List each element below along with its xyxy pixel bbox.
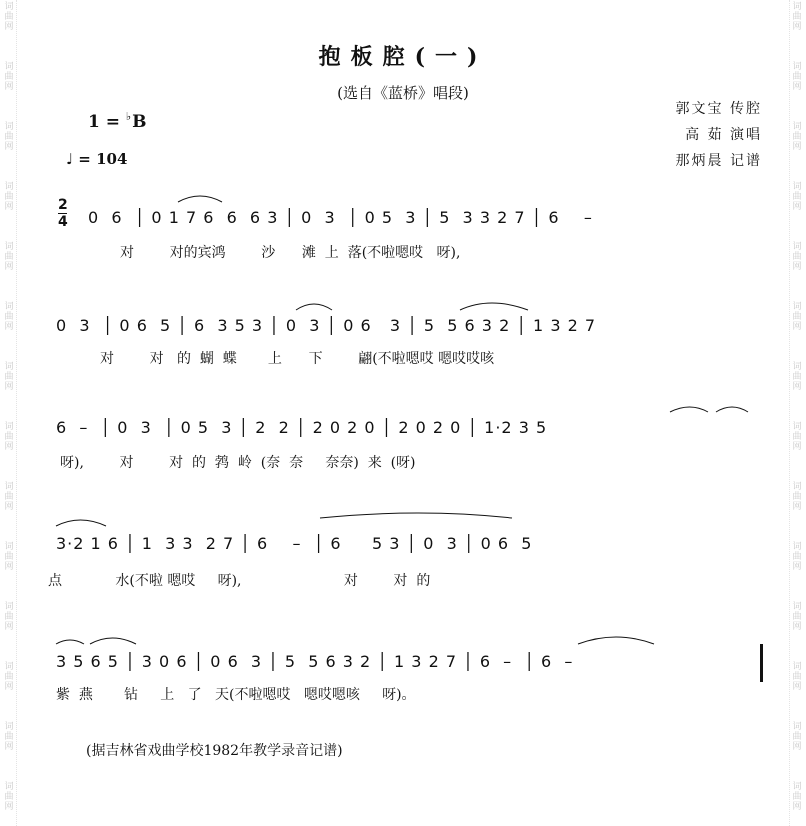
system-4-lyrics: 点 水(不啦 嗯哎 呀), 对 对 的 (48, 573, 431, 589)
score-subtitle: (选自《蓝桥》唱段) (337, 84, 469, 102)
slur-arc (56, 520, 106, 526)
system-1-notes: 0 6 │ 0 1 7 6 6 6 3 │ 0 3 │ 0 5 3 │ 5 3 3 2 7 │ 6 – (88, 208, 593, 227)
system-5-notes: 3 5 6 5 │ 3 0 6 │ 0 6 3 │ 5 5 6 3 2 │ 1 3 2 7 │ 6 – │ 6 – (56, 652, 574, 671)
watermark-text: 词 曲 网 (792, 422, 802, 452)
watermark-text: 词 曲 网 (4, 302, 14, 332)
watermark-text: 词 曲 网 (4, 182, 14, 212)
system-2-notes: 0 3 │ 0 6 5 │ 6 3 5 3 │ 0 3 │ 0 6 3 │ 5 5 6 3 2 │ 1 3 2 7 (56, 316, 597, 335)
watermark-text: 词 曲 网 (792, 542, 802, 572)
watermark-text: 词 曲 网 (4, 602, 14, 632)
watermark-text: 词 曲 网 (4, 782, 14, 812)
system-1-lyrics: 对 对的宾鸿 沙 滩 上 落(不啦嗯哎 呀), (120, 245, 461, 261)
watermark-text: 词 曲 网 (792, 62, 802, 92)
watermark-text: 词 曲 网 (792, 122, 802, 152)
system-4-notes: 3·2 1 6 │ 1 3 3 2 7 │ 6 – │ 6 5 3 │ 0 3 │ 0 6 5 (56, 534, 533, 553)
slur-arc (56, 640, 84, 644)
watermark-text: 词 曲 网 (792, 662, 802, 692)
watermark-text: 词 曲 网 (4, 422, 14, 452)
watermark-text: 词 曲 网 (4, 122, 14, 152)
slur-arc (90, 638, 136, 644)
flat-icon: ♭ (125, 110, 132, 123)
watermark-text: 词 曲 网 (4, 482, 14, 512)
watermark-text: 词 曲 网 (792, 302, 802, 332)
slur-arc (578, 637, 654, 644)
watermark-text: 词 曲 网 (4, 242, 14, 272)
slur-arc (296, 304, 332, 310)
watermark-text: 词 曲 网 (792, 2, 802, 32)
watermark-text: 词 曲 网 (792, 362, 802, 392)
time-signature-bottom: 4 (58, 214, 68, 230)
credit-composer: 郭文宝 传腔 (675, 101, 762, 117)
watermark-text: 词 曲 网 (792, 482, 802, 512)
credit-singer: 高 茹 演唱 (685, 127, 762, 143)
tempo-marking: ♩ = 104 (66, 150, 128, 168)
slur-arc (178, 196, 222, 202)
watermark-text: 词 曲 网 (4, 542, 14, 572)
source-footnote: (据吉林省戏曲学校1982年教学录音记谱) (86, 743, 343, 759)
system-3-notes: 6 – │ 0 3 │ 0 5 3 │ 2 2 │ 2 0 2 0 │ 2 0 2 0 │ 1·2 3 5 (56, 418, 548, 437)
slur-arc (460, 303, 528, 310)
slur-arc (716, 407, 748, 412)
watermark-text: 词 曲 网 (4, 662, 14, 692)
credit-transcriber: 那炳晨 记谱 (675, 153, 762, 169)
watermark-text: 词 曲 网 (792, 722, 802, 752)
system-3-lyrics: 呀), 对 对 的 鹁 岭 (奈 奈 奈奈) 来 (呀) (60, 455, 416, 471)
key-note: B (132, 112, 147, 132)
watermark-text: 词 曲 网 (4, 62, 14, 92)
watermark-text: 词 曲 网 (792, 602, 802, 632)
watermark-text: 词 曲 网 (4, 722, 14, 752)
key-prefix: 1 = (88, 112, 120, 132)
watermark-text: 词 曲 网 (792, 782, 802, 812)
system-5-lyrics: 紫 燕 钻 上 了 天(不啦嗯哎 嗯哎嗯咳 呀)。 (56, 687, 416, 703)
time-signature-top: 2 (58, 197, 68, 213)
watermark-text: 词 曲 网 (792, 182, 802, 212)
watermark-text: 词 曲 网 (792, 242, 802, 272)
slur-arc (670, 407, 708, 412)
score-title: 抱板腔(一) (318, 44, 488, 70)
slur-arc (320, 513, 512, 518)
watermark-text: 词 曲 网 (4, 2, 14, 32)
watermark-text: 词 曲 网 (4, 362, 14, 392)
system-2-lyrics: 对 对 的 蝴 蝶 上 下 翩(不啦嗯哎 嗯哎哎咳 (100, 351, 495, 367)
